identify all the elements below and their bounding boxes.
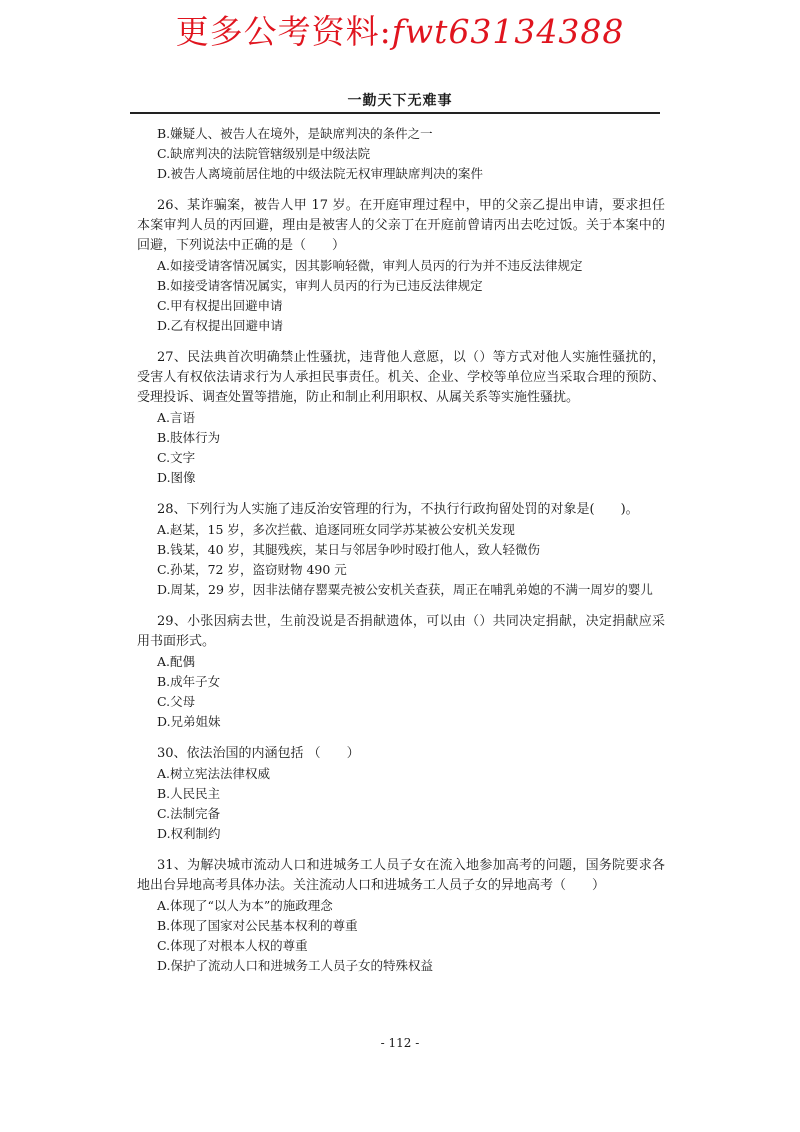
question-28	[137, 500, 665, 600]
page-content	[137, 124, 665, 976]
option: C.甲有权提出回避申请	[157, 298, 283, 313]
option: B.钱某，40 岁，其腿残疾，某日与邻居争吵时殴打他人，致人轻微伤	[157, 542, 541, 557]
option: C.缺席判决的法院管辖级别是中级法院	[157, 146, 371, 161]
page-number: - 112 -	[380, 1036, 420, 1050]
option: A.赵某，15 岁，多次拦截、追逐同班女同学苏某被公安机关发现	[157, 522, 515, 537]
question-31	[137, 856, 665, 976]
question-stem: 31、为解决城市流动人口和进城务工人员子女在流入地参加高考的问题，国务院要求各地出台异地高考具体办法。关注流动人口和进城务工人员子女的异地高考（ ）	[137, 858, 665, 893]
question-29	[137, 612, 665, 732]
option: A.体现了“以人为本”的施政理念	[157, 898, 333, 913]
option: D.兄弟姐妹	[157, 714, 221, 729]
option: D.周某，29 岁，因非法储存罂粟壳被公安机关查获，周正在哺乳弟媳的不满一周岁的婴儿	[157, 582, 653, 597]
option: D.乙有权提出回避申请	[157, 318, 284, 333]
option: C.孙某，72 岁，盗窃财物 490 元	[157, 562, 347, 577]
question-26	[137, 196, 665, 336]
option: C.文字	[157, 450, 196, 465]
previous-question-options	[137, 124, 665, 184]
question-27	[137, 348, 665, 488]
option: D.图像	[157, 470, 196, 485]
option: A.树立宪法法律权威	[157, 766, 271, 781]
question-30	[137, 744, 665, 844]
option: D.保护了流动人口和进城务工人员子女的特殊权益	[157, 958, 434, 973]
question-stem: 28、下列行为人实施了违反治安管理的行为，不执行行政拘留处罚的对象是( )。	[157, 502, 639, 517]
option: B.体现了国家对公民基本权利的尊重	[157, 918, 358, 933]
option: B.肢体行为	[157, 430, 221, 445]
option: B.成年子女	[157, 674, 221, 689]
option: A.配偶	[157, 654, 196, 669]
question-stem: 30、依法治国的内涵包括 （ ）	[157, 746, 360, 761]
option: D.被告人离境前居住地的中级法院无权审理缺席判决的案件	[157, 166, 484, 181]
question-stem: 29、小张因病去世，生前没说是否捐献遗体，可以由（）共同决定捐献，决定捐献应采用书面形式。	[137, 614, 665, 649]
option: B.如接受请客情况属实，审判人员丙的行为已违反法律规定	[157, 278, 483, 293]
banner-url: fwt63134388	[391, 12, 625, 51]
option: A.如接受请客情况属实，因其影响轻微，审判人员丙的行为并不违反法律规定	[157, 258, 583, 273]
option: C.体现了对根本人权的尊重	[157, 938, 308, 953]
banner-prefix: 更多公考资料:	[175, 12, 392, 51]
option: C.父母	[157, 694, 196, 709]
watermark-banner	[0, 6, 800, 53]
page-header-title: 一勤天下无难事	[347, 93, 453, 109]
question-stem: 27、民法典首次明确禁止性骚扰，违背他人意愿，以（）等方式对他人实施性骚扰的，受害人有权依法请求行为人承担民事责任。机关、企业、学校等单位应当采取合理的预防、受理投诉、调查处置等措施，防止和制止利用职权、从属关系等实施性骚扰。	[137, 350, 665, 405]
question-stem: 26、某诈骗案，被告人甲 17 岁。在开庭审理过程中，甲的父亲乙提出申请，要求担任本案审判人员的丙回避，理由是被害人的父亲丁在开庭前曾请丙出去吃过饭。关于本案中的回避，下列说法中正确的是（ ）	[137, 198, 665, 253]
option: B.人民民主	[157, 786, 221, 801]
header-divider	[130, 112, 660, 114]
option: B.嫌疑人、被告人在境外，是缺席判决的条件之一	[157, 126, 433, 141]
option: A.言语	[157, 410, 196, 425]
option: D.权利制约	[157, 826, 221, 841]
option: C.法制完备	[157, 806, 221, 821]
